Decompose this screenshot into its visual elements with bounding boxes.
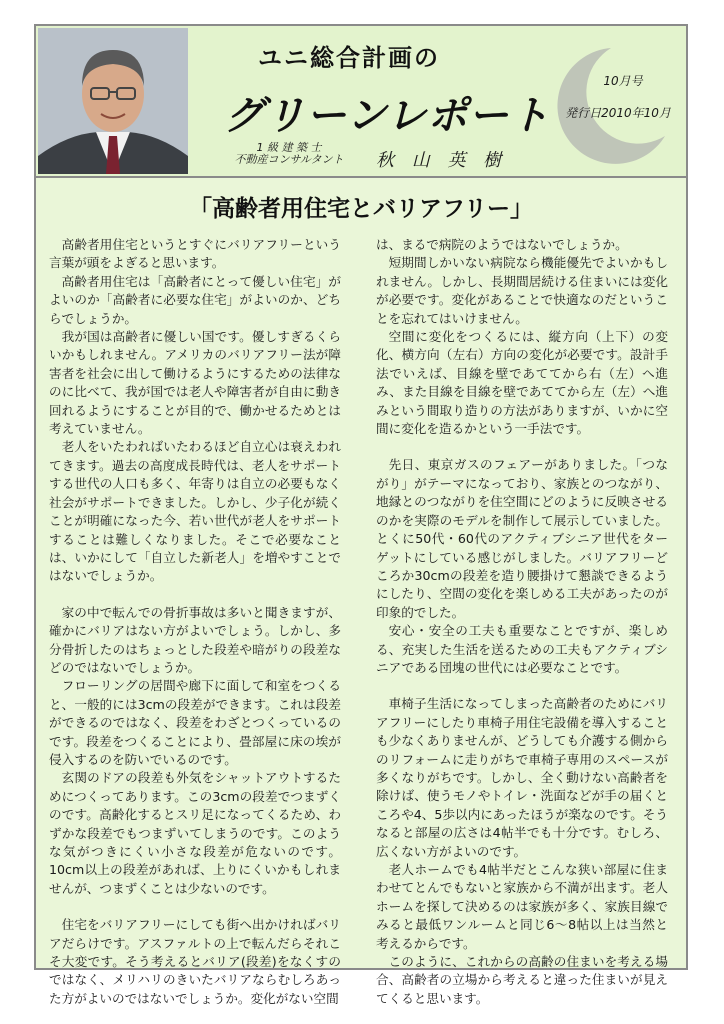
publish-date: 発行日2010年10月 [565,106,671,120]
issue-label: 10月号 [603,74,643,88]
paragraph: は、まるで病院のようではないでしょうか。 [376,237,628,252]
brand-main-title: グリーンレポート [224,93,551,139]
author-role-line2: 不動産コンサルタント [234,153,344,166]
paragraph-gap [376,438,668,456]
paragraph: 住宅をバリアフリーにしても街へ出かければバリアだらけです。アスファルトの上で転んだらそれこそ大変です。そう考えるとバリア(段差)をなくすのではなく、メリハリのきいたバリアならむしろあった方がよいのではないでしょうか。変化がない空間 [49,917,341,1006]
paragraph: 高齢者用住宅というとすぐにバリアフリーという言葉が頭をよぎると思います。 [49,237,341,271]
author-name: 秋 山 英 樹 [376,150,508,171]
paragraph: 空間に変化をつくるには、縦方向（上下）の変化、横方向（左右）方向の変化が必要です。設計手法でいえば、目線を壁であててから右（左）へ進み、また目線を目線を壁であててから左（左）へ進みという間取り造りの方法がありますが、いかに空間に変化を造るかという一手法です。 [376,329,668,437]
article-title: 「高齢者用住宅とバリアフリー」 [188,196,534,222]
paragraph-gap [376,677,668,695]
article-column-right [376,236,668,1008]
paragraph: 車椅子生活になってしまった高齢者のためにバリアフリーにしたり車椅子用住宅設備を導入することも少なくありませんが、どうしても介護する側からのリフォームに走りがちで車椅子専用のスペースが多くなりがちです。しかし、全く動けない高齢者を除けば、使うモノやトイレ・洗面などが手の届くところや4、5歩以内にあったほうが楽なのです。そうなると部屋の広さは4帖半でも十分です。むしろ、広くない方がよいのです。 [376,696,668,859]
article-column-left [49,236,341,1008]
paragraph: 高齢者用住宅は「高齢者にとって優しい住宅」がよいのか「高齢者に必要な住宅」がよいのか、どちらでしょうか。 [49,273,341,326]
author-portrait-icon [38,28,188,174]
brand-top: ユニ総合計画の [258,44,440,72]
paragraph: 老人ホームでも4帖半だとこんな狭い部屋に住まわせてとんでもないと家族から不満が出ます。老人ホームを探して決めるのは家族が多く、家族目線でみると最低ワンルームと同じ6～8帖以上は当然と考えるからです。 [376,862,668,951]
paragraph: このように、これからの高齢の住まいを考える場合、高齢者の立場から考えると違った住まいが見えてくると思います。 [376,954,668,1006]
paragraph-gap [49,898,341,916]
paragraph: 玄関のドアの段差も外気をシャットアウトするためにつくってあります。この3cmの段差でつまずくのです。高齢化するとスリ足になってくるため、わずかな段差でもつまずいてしまうのです。このような気がつきにくい小さな段差が危ないのです。10cm以上の段差があれば、上りにくいかもしれませんが、つまずくことは少ないのです。 [49,770,341,896]
header [36,26,686,178]
paragraph: 老人をいたわればいたわるほど自立心は衰えわれてきます。過去の高度成長時代は、老人をサポートする世代の人口も多く、年寄りは自立の必要もなく社会がサポートできました。しかし、少子化が続くことが明確になった今、若い世代が老人をサポートすることは難しくなりました。そこで必要なことは、いかにして「自立した新老人」を増やすことではないでしょうか。 [49,439,341,584]
paragraph: フローリングの居間や廊下に面して和室をつくると、一般的には3cmの段差ができます。これは段差ができるのではなく、段差をわざとつくっているのです。段差をつくることにより、畳部屋に床の埃が侵入するのを防いでいるのです。 [49,678,341,767]
paragraph-gap [49,586,341,604]
paragraph: 我が国は高齢者に優しい国です。優しすぎるくらいかもしれません。アメリカのバリアフリー法が障害者を社会に出して働けるようにするための法律なのに比べて、我が国では老人や障害者が自由に動き回れるようにすることが目的で、働かせるためとは考えていません。 [49,329,341,437]
paragraph: 安心・安全の工夫も重要なことですが、楽しめる、充実した生活を送るための工夫もアクティブシニアである団塊の世代には必要なことです。 [376,623,668,675]
paragraph: 短期間しかいない病院なら機能優先でよいかもしれません。しかし、長期間居続ける住まいには変化が必要です。変化があることで快適なのだということを忘れてはいけません。 [376,255,668,326]
author-role [234,142,344,166]
newsletter-frame [34,24,688,1006]
paragraph: 先日、東京ガスのフェアーがありました。「つながり」がテーマになっており、家族とのつながり、地縁とのつながりを住空間にどのように反映させるのかを実際のモデルを制作して展示していました。とくに50代・60代のアクティブシニア世代をターゲットにしている感じがしました。バリアフリーどころか30cmの段差を造り腰掛けて懇談できるようにしたり、空間の変化を楽しめる工夫があったのが印象的でした。 [376,457,668,620]
paragraph: 家の中で転んでの骨折事故は多いと聞きますが、確かにバリアはない方がよいでしょう。しかし、多分骨折したのはちょっとした段差や暗がりの段差などのではないでしょうか。 [49,604,341,675]
author-photo [38,28,188,174]
author-role-line1: 1 級 建 築 士 [256,141,322,154]
